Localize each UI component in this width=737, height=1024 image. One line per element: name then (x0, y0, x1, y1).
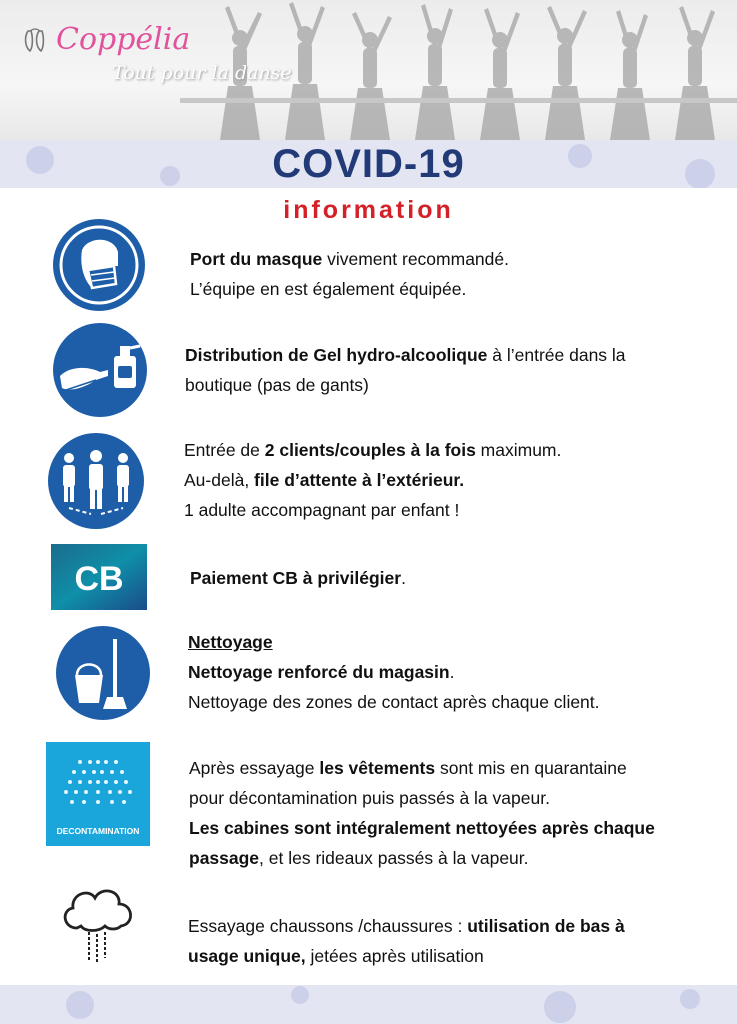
header-banner (0, 0, 737, 140)
item-fitting-line2: jetées après utilisation (305, 946, 484, 966)
cb-card-icon (51, 544, 147, 610)
item-gel-text (185, 340, 626, 400)
item-distancing-line1: maximum. (475, 440, 562, 460)
item-gel-line2: boutique (pas de gants) (185, 375, 369, 395)
cleaning-bucket-icon (55, 625, 151, 721)
footer-band (0, 985, 737, 1024)
item-payment-bold: Paiement CB à privilégier (190, 568, 402, 588)
item-mask-line1: vivement recommandé. (322, 249, 509, 269)
item-fitting-text (188, 911, 625, 971)
item-decon-line3: Les cabines sont intégralement nettoyées après chaque (189, 818, 655, 838)
brand-tagline: Tout pour la danse (112, 62, 292, 84)
page-title: COVID-19 (272, 142, 465, 186)
item-decontamination-text (189, 753, 655, 873)
page-subtitle: information (283, 196, 454, 224)
item-distancing-bold: 2 clients/couples à la fois (264, 440, 476, 460)
cb-card-label: CB (74, 560, 124, 598)
item-decon-line4: , et les rideaux passés à la vapeur. (259, 848, 529, 868)
item-distancing-text (184, 435, 561, 525)
brand-logo (22, 22, 190, 57)
virus-pattern-footer-icon (0, 985, 737, 1024)
item-cleaning-line2: . (449, 662, 455, 682)
item-mask-line2: L’équipe en est également équipée. (190, 279, 467, 299)
item-gel-line1: à l’entrée dans la (487, 345, 626, 365)
item-decon-line1a: Après essayage (189, 758, 320, 778)
item-fitting-bold2: usage unique, (188, 946, 306, 966)
decontamination-icon (46, 742, 150, 846)
item-cleaning-line3: Nettoyage des zones de contact après chaque client. (188, 692, 600, 712)
mask-icon (52, 218, 146, 312)
brand-name: Coppélia (56, 22, 191, 57)
hand-sanitizer-icon (52, 322, 148, 418)
steam-cloud-icon (55, 880, 141, 970)
item-fitting-bold: utilisation de bas à (467, 916, 625, 936)
item-cleaning-heading: Nettoyage (188, 632, 273, 652)
item-distancing-line2a: Au-delà, (184, 470, 255, 490)
item-mask-bold: Port du masque (190, 249, 323, 269)
distancing-people-icon (47, 432, 145, 530)
item-mask-text (190, 244, 509, 304)
item-gel-bold: Distribution de Gel hydro-alcoolique (185, 345, 488, 365)
item-decon-bold: les vêtements (319, 758, 436, 778)
item-fitting-line1a: Essayage chaussons /chaussures : (188, 916, 468, 936)
item-payment-text (190, 563, 406, 593)
item-cleaning-text (188, 627, 600, 717)
item-decon-line1: sont mis en quarantaine (435, 758, 627, 778)
item-distancing-line3: 1 adulte accompagnant par enfant ! (184, 500, 460, 520)
item-payment-line1: . (401, 568, 406, 588)
item-cleaning-bold: Nettoyage renforcé du magasin (188, 662, 450, 682)
decontamination-label: DECONTAMINATION (56, 826, 140, 836)
item-distancing-bold2: file d’attente à l’extérieur. (254, 470, 465, 490)
item-decon-line2: pour décontamination puis passés à la vapeur. (189, 788, 550, 808)
item-distancing-line1a: Entrée de (184, 440, 265, 460)
pointe-shoes-icon (22, 27, 50, 53)
item-decon-bold4: passage (189, 848, 260, 868)
